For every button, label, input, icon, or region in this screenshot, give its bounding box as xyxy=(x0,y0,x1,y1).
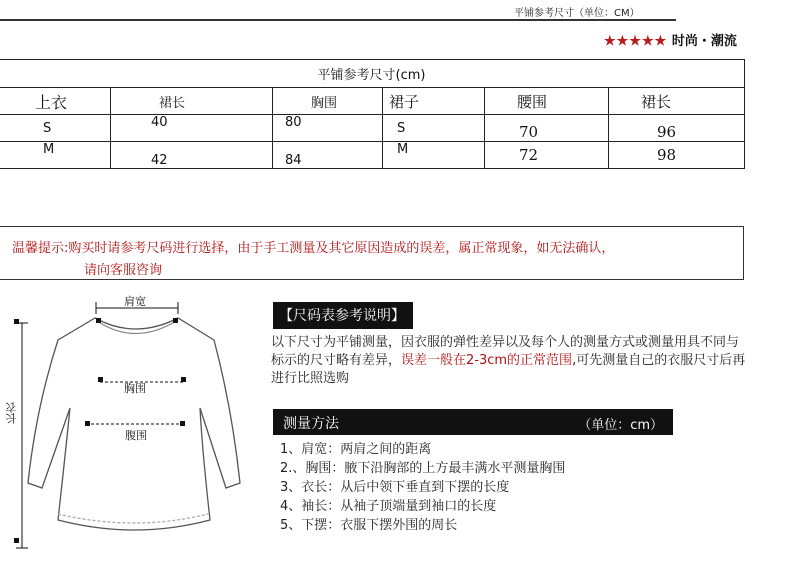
table-caption: 平铺参考尺寸(cm) xyxy=(0,60,745,88)
table-cell: S xyxy=(383,115,485,142)
header-cell: 胸围 xyxy=(273,88,383,115)
list-item: 3、衣长：从后中领下垂直到下摆的长度 xyxy=(280,480,510,495)
header-cell: 裙长 xyxy=(609,88,745,115)
notice-line-2: 请向客服咨询 xyxy=(84,263,163,278)
shoulder-label: 肩宽 xyxy=(124,295,146,308)
list-item: 2.、胸围：腋下沿胸部的上方最丰满水平测量胸围 xyxy=(280,461,566,476)
table-cell: M xyxy=(0,142,111,169)
brand-slogan: 时尚・潮流 xyxy=(671,34,737,49)
notice-box xyxy=(0,226,744,280)
table-cell: 40 xyxy=(111,115,273,142)
chest-label: 胸围 xyxy=(124,382,146,395)
notice-line-1: 温馨提示:购买时请参考尺码进行选择，由于手工测量及其它原因造成的误差，属正常现象，如无法确认， xyxy=(12,241,615,256)
explanation-text xyxy=(271,334,751,388)
table-caption-row xyxy=(0,60,745,88)
size-table xyxy=(0,59,745,169)
explanation-title: 【尺码表参考说明】 xyxy=(273,302,413,329)
explanation-highlight: 误差一般在2-3cm的正常范围 xyxy=(401,353,573,368)
table-cell: S xyxy=(0,115,111,142)
table-cell: 98 xyxy=(609,142,745,169)
waist-label: 腹围 xyxy=(125,429,147,442)
table-row xyxy=(0,142,745,169)
table-header-row xyxy=(0,88,745,115)
method-steps xyxy=(280,440,565,535)
list-item: 4、袖长：从袖子顶端量到袖口的长度 xyxy=(280,499,497,514)
table-cell: 84 xyxy=(273,142,383,169)
table-cell: 70 xyxy=(485,115,609,142)
header-cell: 裙长 xyxy=(111,88,273,115)
brand-banner xyxy=(604,30,737,49)
header-cell: 裙子 xyxy=(383,88,485,115)
top-divider xyxy=(0,19,676,21)
measurement-diagram xyxy=(0,288,260,578)
table-row xyxy=(0,115,745,142)
table-cell: 80 xyxy=(273,115,383,142)
method-title: 测量方法 xyxy=(283,416,339,432)
unit-note: 平铺参考尺寸（单位：CM） xyxy=(514,8,640,19)
rating-stars: ★★★★★ xyxy=(604,34,668,49)
method-header xyxy=(273,409,673,435)
header-cell: 腰围 xyxy=(485,88,609,115)
list-item: 1、肩宽：两肩之间的距离 xyxy=(280,442,432,457)
table-cell: 96 xyxy=(609,115,745,142)
table-cell: 72 xyxy=(485,142,609,169)
table-cell: 42 xyxy=(111,142,273,169)
method-unit: （单位：cm） xyxy=(578,418,663,433)
explanation-tail: ,可先测量自己的衣服尺寸后再进行比照选购 xyxy=(271,353,746,386)
list-item: 5、下摆：衣服下摆外围的周长 xyxy=(280,518,458,533)
header-cell: 上衣 xyxy=(0,88,111,115)
length-label: 长衣 xyxy=(5,402,18,424)
table-cell: M xyxy=(383,142,485,169)
explanation-body: 以下尺寸为平铺测量，因衣服的弹性差异以及每个人的测量方式或测量用具不同与标示的尺寸略有差异， xyxy=(271,335,740,368)
